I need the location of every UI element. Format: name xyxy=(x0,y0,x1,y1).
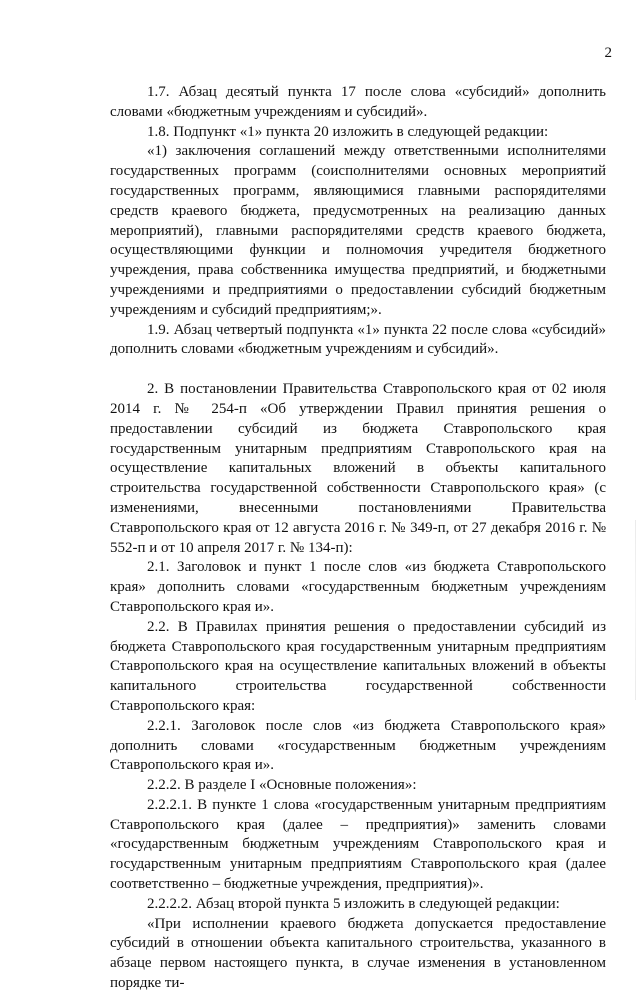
section-gap xyxy=(110,360,606,380)
paragraph-2-2-2-1: 2.2.2.1. В пункте 1 слова «государственным унитарным предприятиям Ставропольского края (далее – предприятия)» заменить словами «государственным бюджетным учреждениям Ставропольского края и государственным унитарным предприятиям Ставропольского края (далее соответственно – бюджетные учреждения, предприятия)». xyxy=(110,796,606,893)
paragraph-2-1: 2.1. Заголовок и пункт 1 после слов «из бюджета Ставропольского края» дополнить словами «государственным бюджетным учреждениям Ставропольского края и». xyxy=(110,559,606,615)
scan-edge-mark xyxy=(635,520,636,700)
paragraph-2-2: 2.2. В Правилах принятия решения о предоставлении субсидий из бюджета Ставропольского края государственным унитарным предприятиям Ставропольского края на осуществление капитальных вложений в объекты капитального строительства государственной собственности Ставропольского края: xyxy=(110,618,606,714)
paragraph-2-2-2: 2.2.2. В разделе I «Основные положения»: xyxy=(147,777,417,794)
page-number: 2 xyxy=(604,45,612,61)
paragraph-2-2-1: 2.2.1. Заголовок после слов «из бюджета Ставропольского края» дополнить словами «государственным бюджетным учреждениям Ставропольского края и». xyxy=(110,717,606,774)
paragraph-1-8: 1.8. Подпункт «1» пункта 20 изложить в следующей редакции: xyxy=(147,123,549,140)
paragraph-1-8-subitem: «1) заключения соглашений между ответственными исполнителями государственных программ (соисполнителями основных мероприятий государственных программ, являющимися главными распорядителями средств краевого бюджета, предусмотренных на реализацию данных мероприятий), главными распорядителями средств краевого бюджета, осуществляющими функции и полномочия учредителя бюджетного учреждения, права собственника имущества предприятий, и бюджетными учреждениями и предприятиями о предоставлении субсидий бюджетным учреждениям и субсидий предприятиям;». xyxy=(110,143,606,318)
paragraph-2: 2. В постановлении Правительства Ставропольского края от 02 июля 2014 г. № 254-п «Об утверждении Правил принятия решения о предоставлении субсидий из бюджета Ставропольского края государственным унитарным предприятиям Ставропольского края на осуществление капитальных вложений в объекты капитального строительства государственной собственности Ставропольского края» (с изменениями, внесенными постановлениями Правительства Ставропольского края от 12 августа 2016 г. № 349-п, от 27 декабря 2016 г. № 552-п и от 10 апреля 2017 г. № 134-п): xyxy=(110,381,606,556)
paragraph-1-7: 1.7. Абзац десятый пункта 17 после слова «субсидий» дополнить словами «бюджетным учреждениям и субсидий». xyxy=(110,84,606,120)
paragraph-1-9: 1.9. Абзац четвертый подпункта «1» пункта 22 после слова «субсидий» дополнить словами «бюджетным учреждениям и субсидий». xyxy=(110,321,606,358)
document-body xyxy=(110,83,606,994)
paragraph-2-2-2-2: 2.2.2.2. Абзац второй пункта 5 изложить в следующей редакции: xyxy=(147,895,560,912)
paragraph-quote-continued: «При исполнении краевого бюджета допускается предоставление субсидий в отношении объекта капитального строительства, указанного в абзаце первом настоящего пункта, в случае изменения в установленном порядке ти- xyxy=(110,915,606,992)
